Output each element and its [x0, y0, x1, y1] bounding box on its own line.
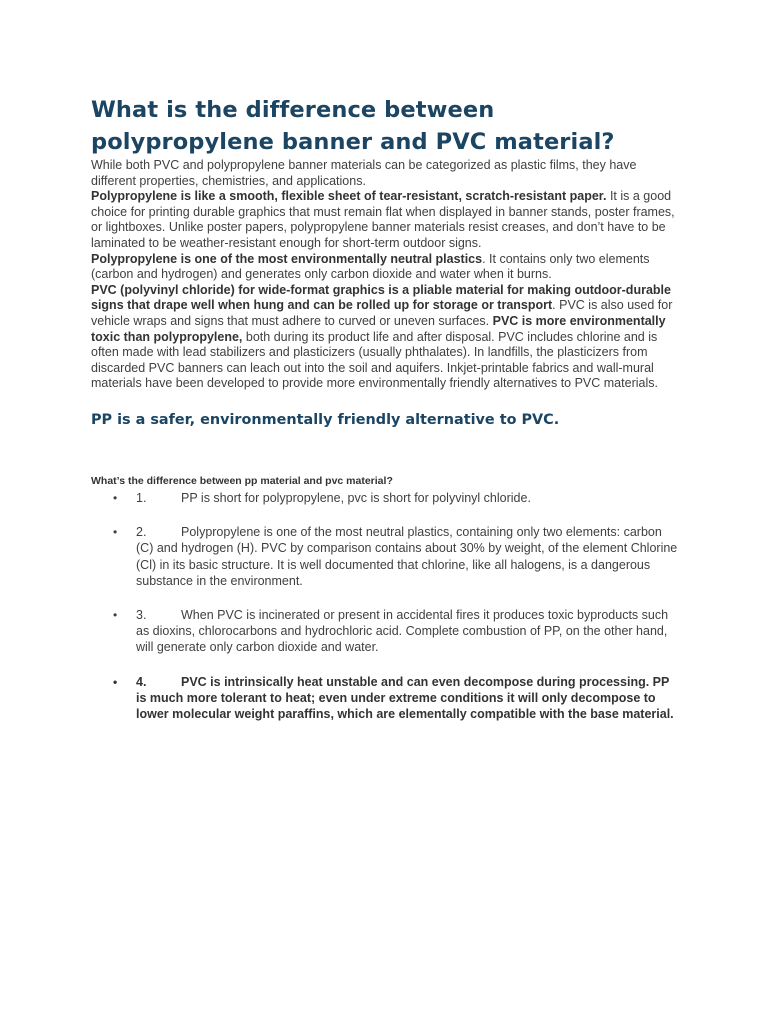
pp-bold-lead: Polypropylene is like a smooth, flexible sheet of tear-resistant, scratch-resistant paper. [91, 189, 607, 204]
list-item-text: PP is short for polypropylene, pvc is short for polyvinyl chloride. [181, 490, 531, 505]
pvc-paragraph [91, 283, 681, 392]
pvc-bold-statement: PVC is more environmentally toxic than polypropylene, [91, 313, 666, 344]
bullet-icon: • [113, 525, 118, 540]
polypropylene-paragraph [91, 189, 681, 283]
page-title: What is the difference between polypropylene banner and PVC material? [91, 97, 615, 155]
list-item [91, 674, 681, 723]
bullet-icon: • [113, 607, 118, 622]
list-item [91, 607, 681, 656]
list-item-number: 2. [136, 525, 147, 540]
list-subheading: What’s the difference between pp material and pvc material? [91, 474, 393, 487]
pp-text-1: It is a good choice for printing durable graphics that must remain flat when displayed in banner stands, poster frames, or lightboxes. Unlike poster papers, polypropylene banner materials resist creases, and don’t have to be laminated to be weather-resistant enough for short-term outdoor signs. [91, 189, 675, 250]
pp-text-2: . It contains only two elements (carbon and hydrogen) and generates only carbon dioxide and water when it burns. [91, 251, 650, 282]
list-item-text: PVC is intrinsically heat unstable and can even decompose during processing. PP is much more tolerant to heat; even under extreme conditions it will only decompose to lower molecular weight paraffins, which are elementally compatible with the base material. [136, 674, 674, 721]
list-item-text: Polypropylene is one of the most neutral plastics, containing only two elements: carbon (C) and hydrogen (H). PVC by comparison contains about 30% by weight, of the element Chlorine (Cl) in its basic structure. It is well documented that chlorine, like all halogens, is a dangerous substance in the environment. [136, 525, 678, 588]
callout-heading: PP is a safer, environmentally friendly alternative to PVC. [91, 411, 560, 428]
pvc-text-1: . PVC is also used for vehicle wraps and signs that must adhere to curved or uneven surfaces. [91, 298, 673, 328]
difference-list [91, 490, 681, 722]
list-item [91, 490, 681, 506]
bullet-icon: • [113, 674, 118, 689]
list-item-number: 3. [136, 607, 147, 622]
list-item-number: 4. [136, 674, 147, 689]
pvc-text-2: both during its product life and after disposal. PVC includes chlorine and is often made with lead stabilizers and plasticizers (usually phthalates). In landfills, the plasticizers from discarded PVC banners can leach out into the soil and aquifers. Inkjet-printable fabrics and wall-mural materials have been developed to provide more environmentally friendly alternatives to PVC materials. [91, 329, 658, 391]
list-item [91, 524, 681, 589]
pvc-bold-lead: PVC (polyvinyl chloride) for wide-format graphics is a pliable material for making outdoor-durable signs that drape well when hung and can be rolled up for storage or transport [91, 282, 671, 313]
intro-paragraph: While both PVC and polypropylene banner materials can be categorized as plastic films, they have different properties, chemistries, and applications. [91, 158, 637, 188]
list-item-number: 1. [136, 490, 147, 505]
bullet-icon: • [113, 490, 118, 505]
document-page [91, 94, 681, 740]
list-item-text: When PVC is incinerated or present in accidental fires it produces toxic byproducts such as dioxins, chlorocarbons and hydrochloric acid. Complete combustion of PP, on the other hand, will generate only carbon dioxide and water. [136, 607, 669, 655]
pp-bold-statement: Polypropylene is one of the most environmentally neutral plastics [91, 251, 483, 266]
